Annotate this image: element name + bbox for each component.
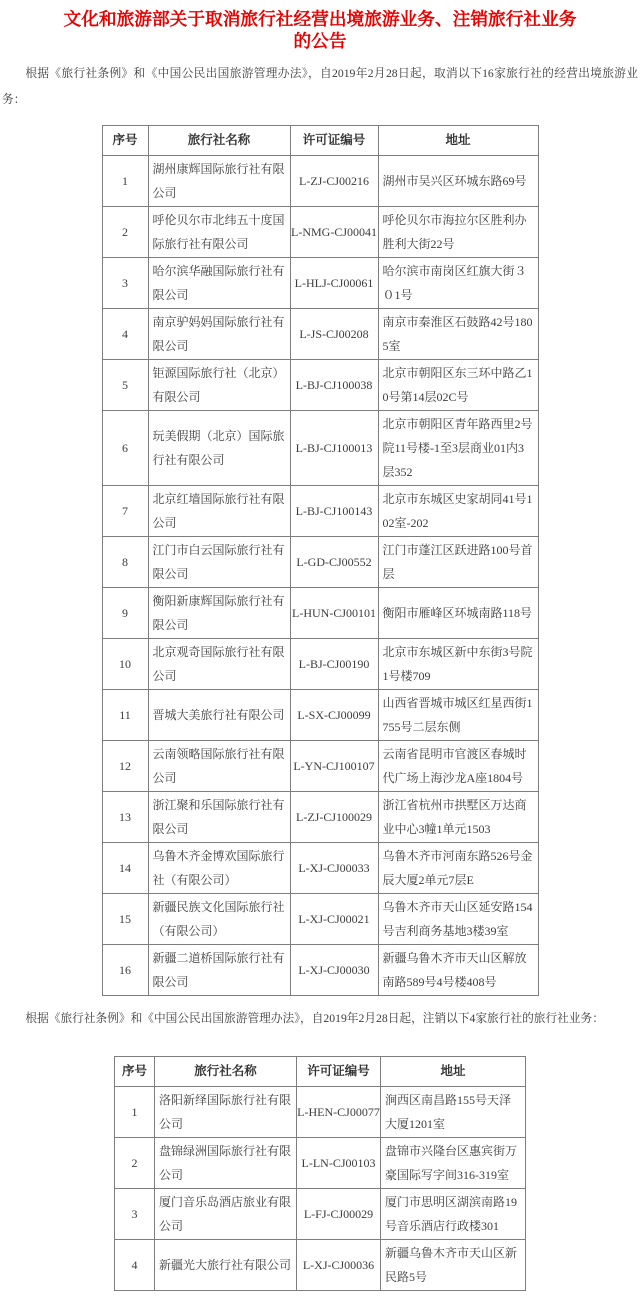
- license-number: L-NMG-CJ00041: [290, 206, 378, 257]
- license-number: L-ZJ-CJ100029: [290, 791, 378, 842]
- row-number: 1: [115, 1086, 155, 1137]
- agency-name: 乌鲁木齐金博欢国际旅行社（有限公司）: [148, 842, 290, 893]
- address: 湖州市吴兴区环城东路69号: [378, 155, 538, 206]
- table-row: [115, 1086, 526, 1137]
- address: 北京市东城区新中东街3号院1号楼709: [378, 638, 538, 689]
- agency-name: 北京观奇国际旅行社有限公司: [148, 638, 290, 689]
- table-header-row: [115, 1056, 526, 1086]
- address: 呼伦贝尔市海拉尔区胜利办胜利大街22号: [378, 206, 538, 257]
- row-number: 14: [102, 842, 148, 893]
- license-number: L-GD-CJ00552: [290, 536, 378, 587]
- page-title: 文化和旅游部关于取消旅行社经营出境旅游业务、注销旅行社业务的公告: [63, 9, 577, 52]
- table-row: [102, 740, 538, 791]
- address: 涧西区南昌路155号天泽大厦1201室: [381, 1086, 526, 1137]
- agency-name: 江门市白云国际旅行社有限公司: [148, 536, 290, 587]
- announcement-document: [0, 8, 640, 1291]
- row-number: 2: [115, 1137, 155, 1188]
- row-number: 15: [102, 893, 148, 944]
- address: 新疆乌鲁木齐市天山区解放南路589号4号楼408号: [378, 944, 538, 995]
- column-header: 序号: [102, 125, 148, 155]
- address: 北京市东城区史家胡同41号102室-202: [378, 485, 538, 536]
- agency-name: 钜源国际旅行社（北京）有限公司: [148, 359, 290, 410]
- table-row: [102, 308, 538, 359]
- column-header: 旅行社名称: [148, 125, 290, 155]
- license-number: L-YN-CJ100107: [290, 740, 378, 791]
- column-header: 许可证编号: [297, 1056, 381, 1086]
- agency-name: 呼伦贝尔市北纬五十度国际旅行社有限公司: [148, 206, 290, 257]
- agency-name: 新疆二道桥国际旅行社有限公司: [148, 944, 290, 995]
- license-number: L-XJ-CJ00021: [290, 893, 378, 944]
- agency-name: 北京红墙国际旅行社有限公司: [148, 485, 290, 536]
- table-row: [102, 893, 538, 944]
- table-row: [102, 842, 538, 893]
- address: 厦门市思明区湖滨南路19号音乐酒店行政楼301: [381, 1188, 526, 1239]
- row-number: 10: [102, 638, 148, 689]
- address: 哈尔滨市南岗区红旗大街３０1号: [378, 257, 538, 308]
- address: 云南省昆明市官渡区春城时代广场上海沙龙A座1804号: [378, 740, 538, 791]
- table-row: [102, 689, 538, 740]
- agency-name: 晋城大美旅行社有限公司: [148, 689, 290, 740]
- table-row: [102, 359, 538, 410]
- table-row: [102, 536, 538, 587]
- table-row: [102, 587, 538, 638]
- column-header: 序号: [115, 1056, 155, 1086]
- table-row: [102, 410, 538, 485]
- cancelled-agencies-table: [102, 125, 539, 996]
- row-number: 4: [102, 308, 148, 359]
- agency-name: 洛阳新绎国际旅行社有限公司: [155, 1086, 297, 1137]
- agency-name: 玩美假期（北京）国际旅行社有限公司: [148, 410, 290, 485]
- address: 南京市秦淮区石鼓路42号1805室: [378, 308, 538, 359]
- address: 衡阳市雁峰区环城南路118号: [378, 587, 538, 638]
- table-row: [102, 944, 538, 995]
- license-number: L-JS-CJ00208: [290, 308, 378, 359]
- table-row: [102, 155, 538, 206]
- address: 江门市蓬江区跃进路100号首层: [378, 536, 538, 587]
- table-row: [115, 1239, 526, 1290]
- license-number: L-XJ-CJ00033: [290, 842, 378, 893]
- table-row: [102, 485, 538, 536]
- license-number: L-SX-CJ00099: [290, 689, 378, 740]
- row-number: 5: [102, 359, 148, 410]
- table-row: [102, 206, 538, 257]
- row-number: 3: [115, 1188, 155, 1239]
- license-number: L-XJ-CJ00036: [297, 1239, 381, 1290]
- agency-name: 湖州康辉国际旅行社有限公司: [148, 155, 290, 206]
- agency-name: 衡阳新康辉国际旅行社有限公司: [148, 587, 290, 638]
- row-number: 6: [102, 410, 148, 485]
- row-number: 1: [102, 155, 148, 206]
- address: 浙江省杭州市拱墅区万达商业中心3幢1单元1503: [378, 791, 538, 842]
- row-number: 8: [102, 536, 148, 587]
- license-number: L-BJ-CJ100038: [290, 359, 378, 410]
- table-row: [102, 638, 538, 689]
- table-row: [115, 1137, 526, 1188]
- license-number: L-HLJ-CJ00061: [290, 257, 378, 308]
- license-number: L-BJ-CJ100143: [290, 485, 378, 536]
- table-row: [102, 257, 538, 308]
- agency-name: 南京驴妈妈国际旅行社有限公司: [148, 308, 290, 359]
- license-number: L-HEN-CJ00077: [297, 1086, 381, 1137]
- row-number: 16: [102, 944, 148, 995]
- address: 北京市朝阳区青年路西里2号院11号楼-1至3层商业01内3层352: [378, 410, 538, 485]
- row-number: 11: [102, 689, 148, 740]
- row-number: 9: [102, 587, 148, 638]
- address: 北京市朝阳区东三环中路乙10号第14层02C号: [378, 359, 538, 410]
- agency-name: 厦门音乐岛酒店旅业有限公司: [155, 1188, 297, 1239]
- column-header: 旅行社名称: [155, 1056, 297, 1086]
- deregistered-agencies-table: [114, 1056, 526, 1291]
- license-number: L-XJ-CJ00030: [290, 944, 378, 995]
- intro-paragraph-cancel: 根据《旅行社条例》和《中国公民出国旅游管理办法》，自2019年2月28日起，取消以下16家旅行社的经营出境旅游业务：: [2, 66, 638, 106]
- agency-name: 哈尔滨华融国际旅行社有限公司: [148, 257, 290, 308]
- row-number: 4: [115, 1239, 155, 1290]
- row-number: 7: [102, 485, 148, 536]
- column-header: 地址: [378, 125, 538, 155]
- license-number: L-FJ-CJ00029: [297, 1188, 381, 1239]
- license-number: L-BJ-CJ100013: [290, 410, 378, 485]
- agency-name: 新疆民族文化国际旅行社（有限公司）: [148, 893, 290, 944]
- address: 山西省晋城市城区红星西街1755号二层东侧: [378, 689, 538, 740]
- table-row: [102, 791, 538, 842]
- intro-paragraph-deregister: 根据《旅行社条例》和《中国公民出国旅游管理办法》，自2019年2月28日起，注销以下4家旅行社的旅行社业务：: [25, 1011, 604, 1025]
- row-number: 3: [102, 257, 148, 308]
- address: 盘锦市兴隆台区惠宾街万豪国际写字间316-319室: [381, 1137, 526, 1188]
- license-number: L-LN-CJ00103: [297, 1137, 381, 1188]
- address: 乌鲁木齐市河南东路526号金辰大厦2单元7层E: [378, 842, 538, 893]
- address: 乌鲁木齐市天山区延安路154号吉利商务基地3楼39室: [378, 893, 538, 944]
- row-number: 12: [102, 740, 148, 791]
- agency-name: 浙江聚和乐国际旅行社有限公司: [148, 791, 290, 842]
- agency-name: 盘锦绿洲国际旅行社有限公司: [155, 1137, 297, 1188]
- agency-name: 云南领略国际旅行社有限公司: [148, 740, 290, 791]
- column-header: 许可证编号: [290, 125, 378, 155]
- row-number: 13: [102, 791, 148, 842]
- table-header-row: [102, 125, 538, 155]
- column-header: 地址: [381, 1056, 526, 1086]
- license-number: L-BJ-CJ00190: [290, 638, 378, 689]
- license-number: L-HUN-CJ00101: [290, 587, 378, 638]
- row-number: 2: [102, 206, 148, 257]
- address: 新疆乌鲁木齐市天山区新民路5号: [381, 1239, 526, 1290]
- table-row: [115, 1188, 526, 1239]
- agency-name: 新疆光大旅行社有限公司: [155, 1239, 297, 1290]
- license-number: L-ZJ-CJ00216: [290, 155, 378, 206]
